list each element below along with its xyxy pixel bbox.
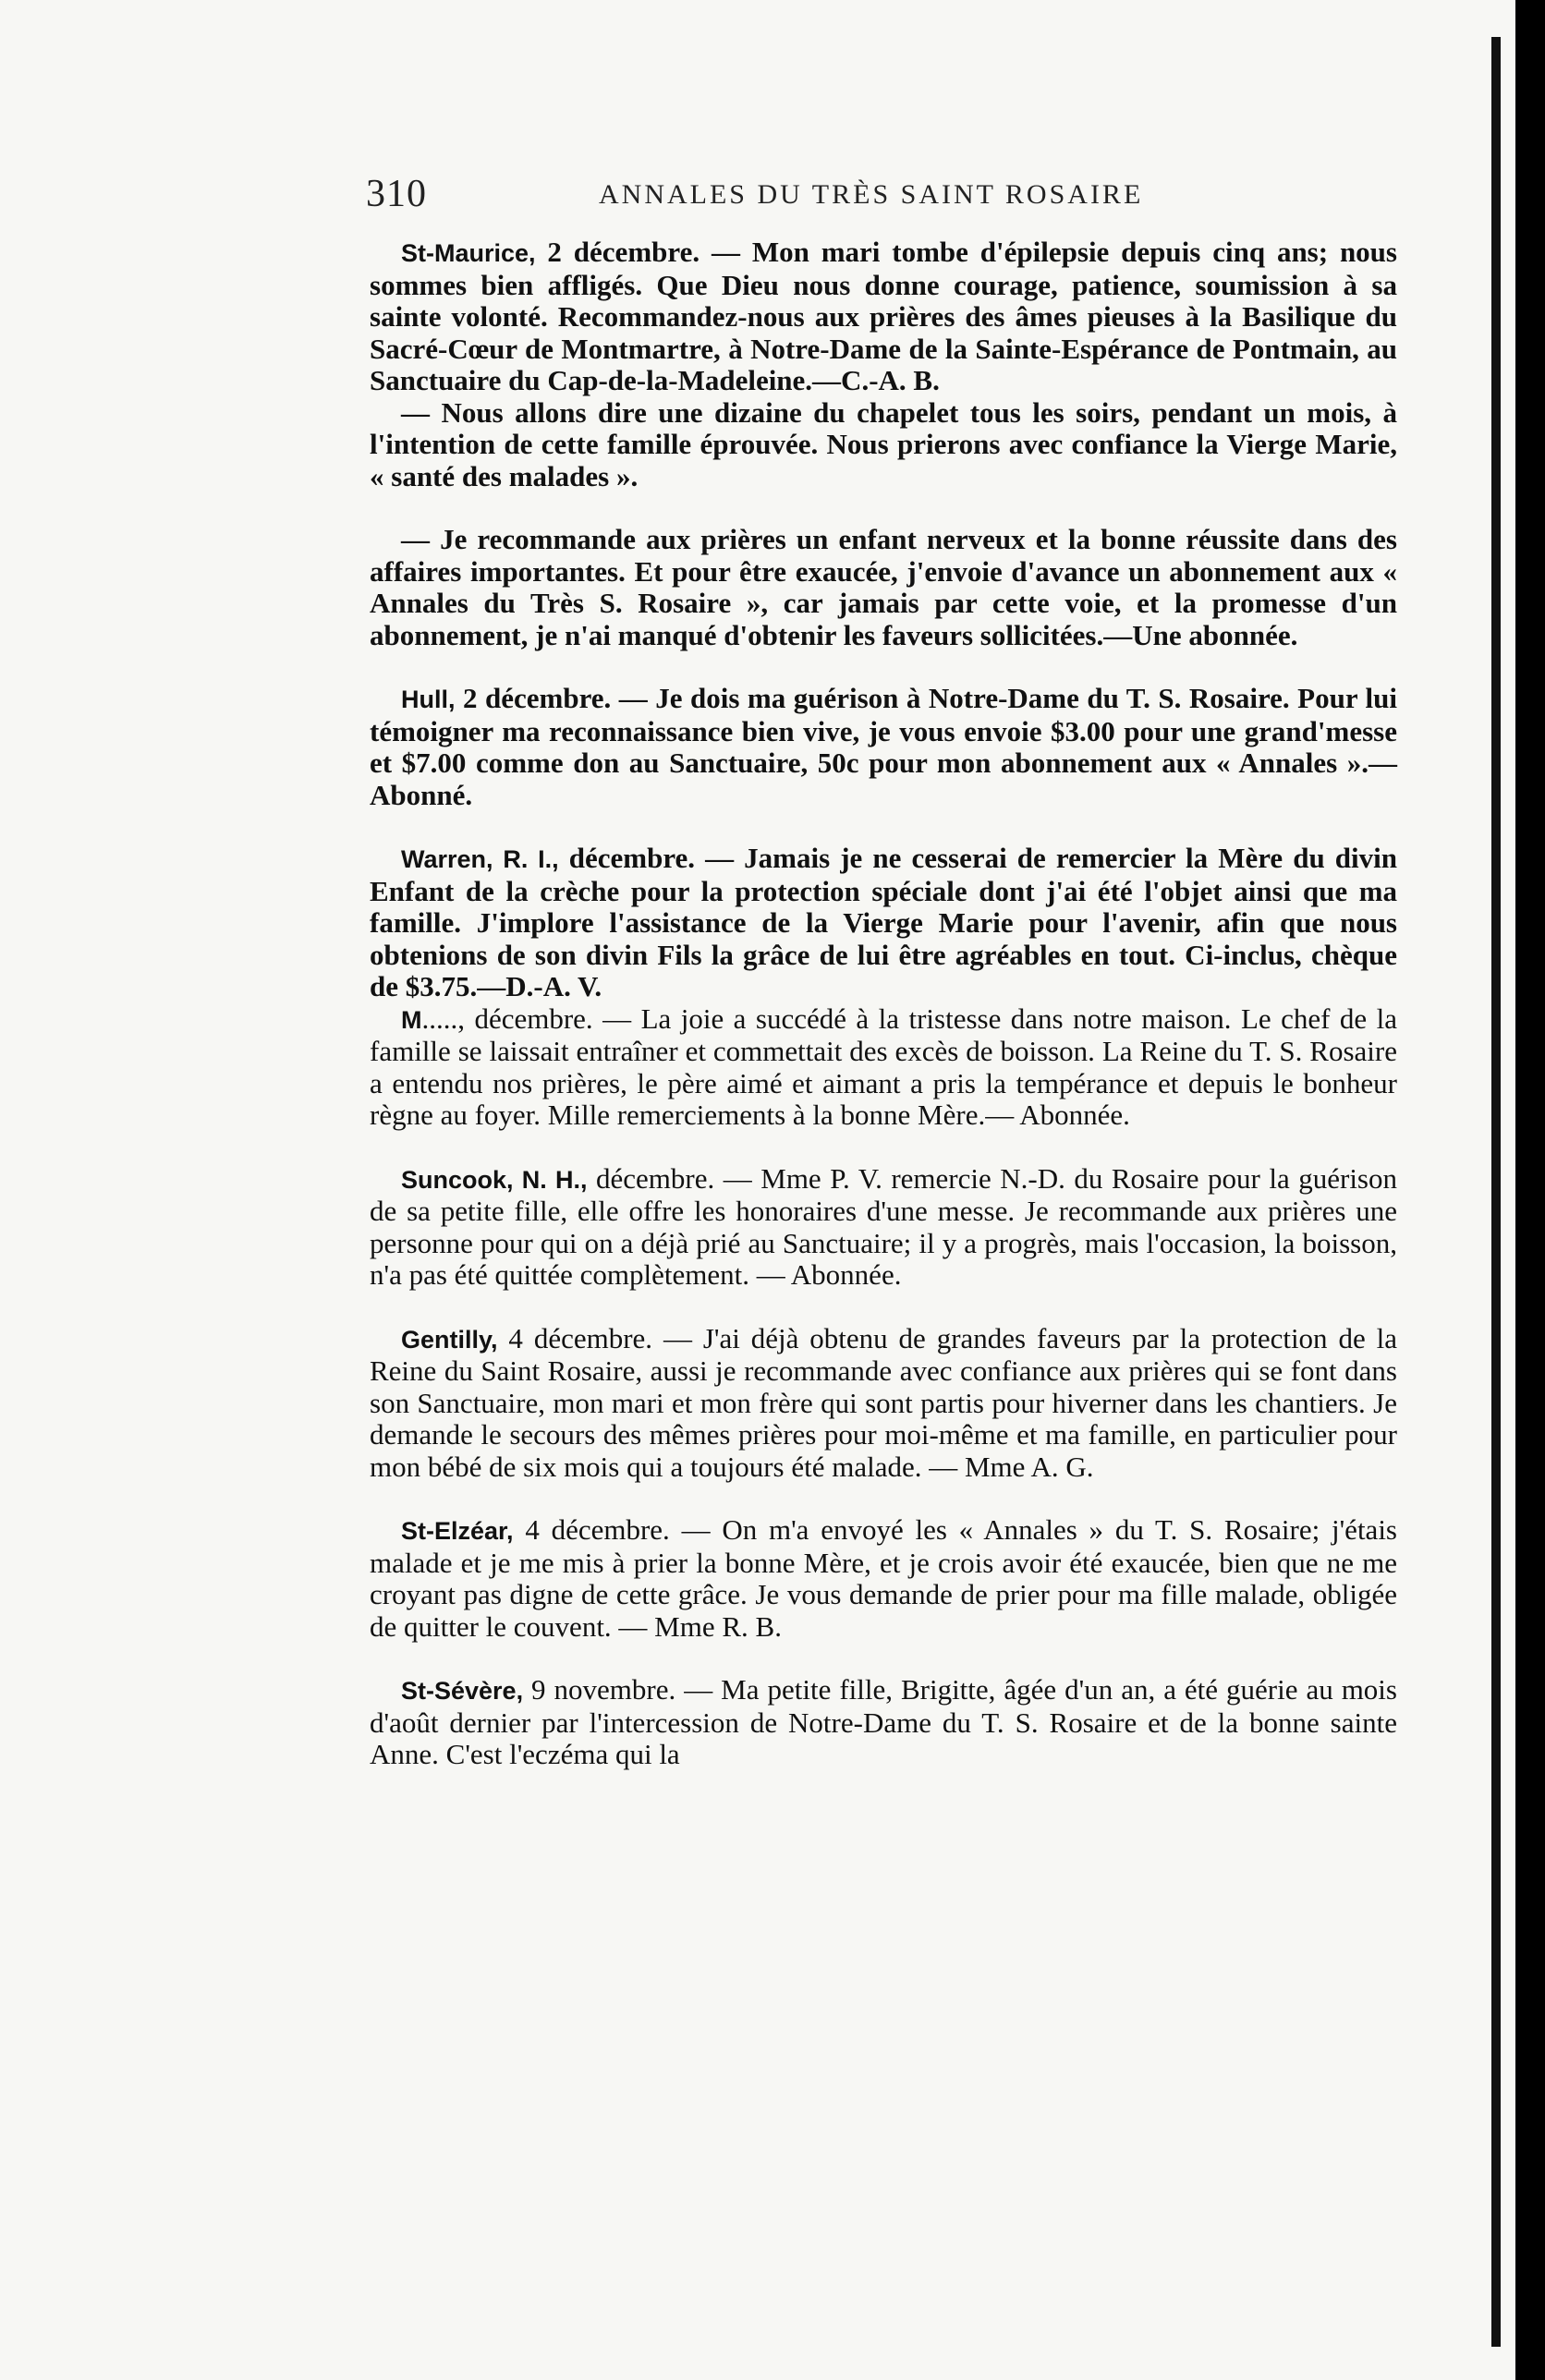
entry-text: — Nous allons dire une dizaine du chapelet tous les soirs, pendant un mois, à l'intention de cette famille éprouvée. Nous prierons avec confiance la Vierge Marie, « santé des malades ». xyxy=(370,395,1397,492)
entry-text: 4 décembre. — On m'a envoyé les « Annales » du T. S. Rosaire; j'étais malade et je me mis à prier la bonne Mère, et je crois avoir été exaucée, bien que ne me croyant pas digne de cette grâce. Je vous demande de prier pour ma fille malade, obligée de quitter le couvent. — Mme R. B. xyxy=(370,1513,1397,1643)
running-title: ANNALES DU TRÈS SAINT ROSAIRE xyxy=(599,179,1144,210)
page-header xyxy=(366,172,1401,227)
article-body xyxy=(370,237,1397,1771)
entry-text: décembre. — Mme P. V. remercie N.-D. du Rosaire pour la guérison de sa petite fille, elle offre les honoraires d'une messe. Je recommande aux prières une personne pour qui on a déjà prié au Sanctuaire; il y a progrès, mais l'occasion, la boisson, n'a pas été quittée complètement. — Abonnée. xyxy=(370,1161,1397,1291)
entry-anonymous xyxy=(370,524,1397,651)
entry-suncook xyxy=(370,1163,1397,1292)
entry-text: ....., décembre. — La joie a succédé à la tristesse dans notre maison. Le chef de la famille se laissait entraîner et commettait des excès de boisson. La Reine du T. S. Rosaire a entendu nos prières, le père aimé et aimant a pris la tempérance et depuis le bonheur règne au foyer. Mille remerciements à la bonne Mère.— Abonnée. xyxy=(370,1002,1397,1131)
entry-place: M xyxy=(401,1005,422,1034)
entry-st-elzear xyxy=(370,1514,1397,1643)
entry-text: 4 décembre. — J'ai déjà obtenu de grandes faveurs par la protection de la Reine du Saint Rosaire, aussi je recommande avec confiance aux prières qui se font dans son Sanctuaire, mon mari et mon frère qui sont partis pour hiverner dans les chantiers. Je demande le secours des mêmes prières pour moi-même et ma famille, en particulier pour mon bébé de six mois qui a toujours été malade. — Mme A. G. xyxy=(370,1321,1397,1483)
entry-place: Hull, xyxy=(401,686,456,713)
entry-text: 9 novembre. — Ma petite fille, Brigitte, âgée d'un an, a été guérie au mois d'août dernier par l'intercession de Notre-Dame du T. S. Rosaire et de la bonne sainte Anne. C'est l'eczéma qui la xyxy=(370,1673,1397,1770)
entry-place: Gentilly, xyxy=(401,1325,498,1354)
entry-warren xyxy=(370,843,1397,1003)
entry-reply xyxy=(370,397,1397,493)
entry-text: décembre. — Jamais je ne cesserai de remercier la Mère du divin Enfant de la crèche pour la protection spéciale dont j'ai été l'objet ainsi que ma famille. J'implore l'assistance de la Vierge Marie pour l'avenir, afin que nous obtenions de son divin Fils la grâce de lui être agréables en tout. Ci-inclus, chèque de $3.75.—D.-A. V. xyxy=(370,842,1397,1002)
entry-place: St-Maurice, xyxy=(401,239,536,267)
entry-place: Warren, R. I., xyxy=(401,845,559,873)
entry-st-severe xyxy=(370,1674,1397,1771)
entry-st-maurice xyxy=(370,237,1397,397)
entry-text: 2 décembre. — Mon mari tombe d'épilepsie depuis cinq ans; nous sommes bien affligés. Que Dieu nous donne courage, patience, soumission à sa sainte volonté. Recommandez-nous aux prières des âmes pieuses à la Basilique du Sacré-Cœur de Montmartre, à Notre-Dame de la Sainte-Espérance de Pontmain, au Sanctuaire du Cap-de-la-Madeleine.—C.-A. B. xyxy=(370,236,1397,396)
page-number: 310 xyxy=(366,173,427,215)
book-spine-edge xyxy=(1491,37,1501,2347)
entry-text: — Je recommande aux prières un enfant nerveux et la bonne réussite dans des affaires importantes. Et pour être exaucée, j'envoie d'avance un abonnement aux « Annales du Très S. Rosaire », car jamais par cette voie, et la promesse d'un abonnement, je n'ai manqué d'obtenir les faveurs sollicitées.—Une abonnée. xyxy=(370,523,1397,651)
entry-m xyxy=(370,1003,1397,1132)
entry-place: Suncook, N. H., xyxy=(401,1165,588,1194)
entry-gentilly xyxy=(370,1323,1397,1484)
entry-place: St-Elzéar, xyxy=(401,1517,514,1545)
entry-hull xyxy=(370,683,1397,811)
entry-text: 2 décembre. — Je dois ma guérison à Notre-Dame du T. S. Rosaire. Pour lui témoigner ma reconnaissance bien vive, je vous envoie $3.00 pour une grand'messe et $7.00 comme don au Sanctuaire, 50c pour mon abonnement aux « Annales ».—Abonné. xyxy=(370,682,1397,811)
entry-place: St-Sévère, xyxy=(401,1677,524,1705)
